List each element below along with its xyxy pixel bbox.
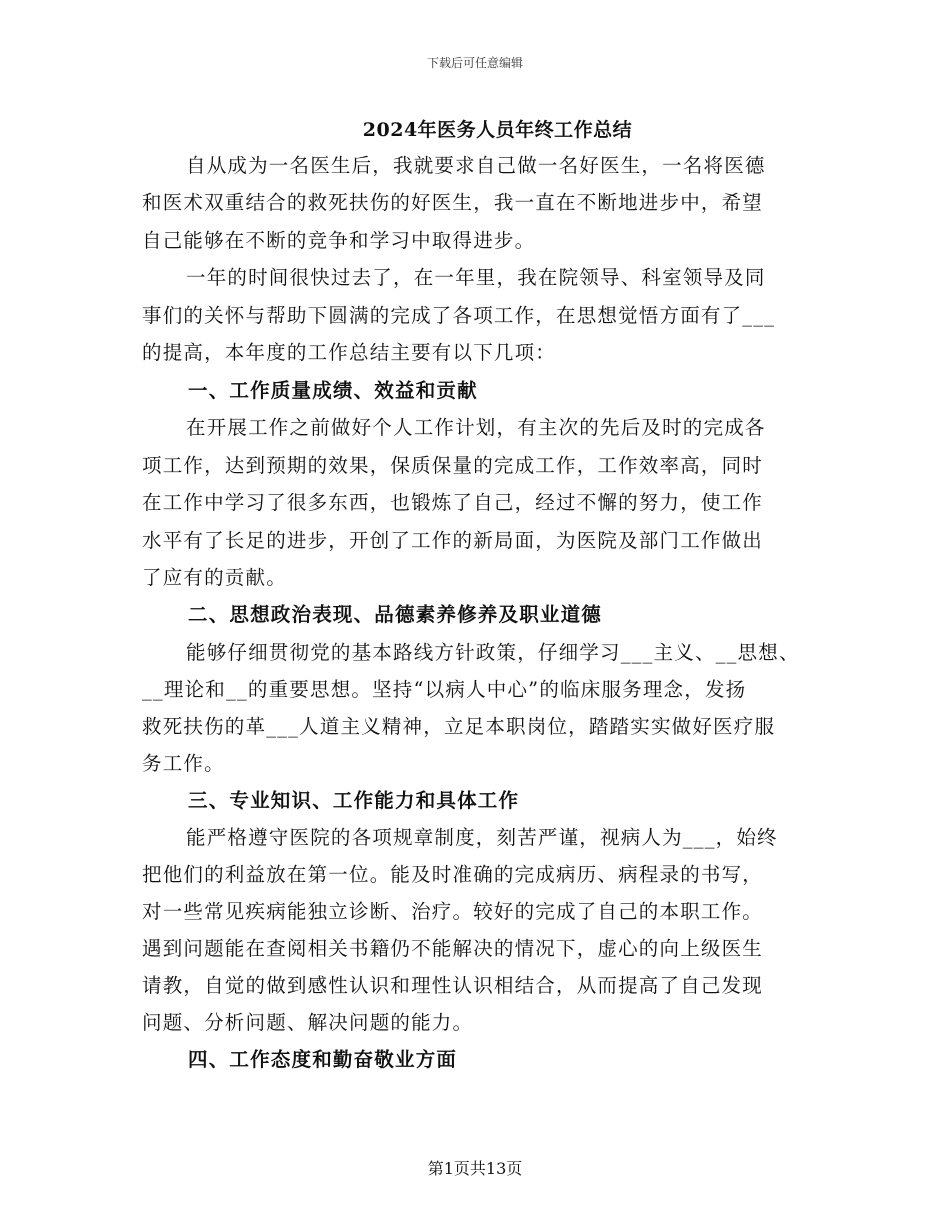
paragraph-line: 了应有的贡献。 xyxy=(142,566,287,589)
paragraph-line: 自从成为一名医生后，我就要求自己做一名好医生，一名将医德 xyxy=(186,154,766,177)
paragraph-line: 水平有了长足的进步，开创了工作的新局面，为医院及部门工作做出 xyxy=(142,529,764,552)
paragraph-line: 一年的时间很快过去了，在一年里，我在院领导、科室领导及同 xyxy=(186,266,766,289)
paragraph-line: __理论和__的重要思想。坚持“以病人中心”的临床服务理念，发扬 xyxy=(142,678,747,701)
paragraph-line: 救死扶伤的革___人道主义精神，立足本职岗位，踏踏实实做好医疗服 xyxy=(142,715,776,738)
section-heading: 一、工作质量成绩、效益和贡献 xyxy=(188,379,478,402)
paragraph-line: 务工作。 xyxy=(142,752,225,775)
paragraph-line: 对一些常见疾病能独立诊断、治疗。较好的完成了自己的本职工作。 xyxy=(142,900,764,923)
paragraph-line: 请教，自觉的做到感性认识和理性认识相结合，从而提高了自己发现 xyxy=(142,974,764,997)
paragraph-line: 在工作中学习了很多东西，也锻炼了自己，经过不懈的努力，使工作 xyxy=(142,491,764,514)
paragraph-line: 项工作，达到预期的效果，保质保量的完成工作，工作效率高，同时 xyxy=(142,454,764,477)
paragraph-line: 能严格遵守医院的各项规章制度，刻苦严谨，视病人为___，始终 xyxy=(186,826,778,849)
document-title: 2024年医务人员年终工作总结 xyxy=(362,119,633,141)
paragraph-line: 在开展工作之前做好个人工作计划，有主次的先后及时的完成各 xyxy=(186,416,766,439)
section-heading: 四、工作态度和勤奋敬业方面 xyxy=(188,1048,458,1071)
paragraph-line: 和医术双重结合的救死扶伤的好医生，我一直在不断地进步中，希望 xyxy=(142,191,764,214)
paragraph-line: 事们的关怀与帮助下圆满的完成了各项工作，在思想觉悟方面有了___ xyxy=(142,304,776,327)
page-header: 下载后可任意编辑 xyxy=(426,56,523,70)
paragraph-line: 问题、分析问题、解决问题的能力。 xyxy=(142,1011,474,1034)
page-number: 第1页共13页 xyxy=(427,1159,523,1178)
paragraph-line: 的提高，本年度的工作总结主要有以下几项： xyxy=(142,341,557,364)
section-heading: 二、思想政治表现、品德素养修养及职业道德 xyxy=(188,603,603,626)
paragraph-line: 能够仔细贯彻党的基本路线方针政策，仔细学习___主义、__思想、 xyxy=(186,641,800,664)
section-heading: 三、专业知识、工作能力和具体工作 xyxy=(188,789,520,812)
paragraph-line: 把他们的利益放在第一位。能及时准确的完成病历、病程录的书写， xyxy=(142,863,764,886)
paragraph-line: 自己能够在不断的竞争和学习中取得进步。 xyxy=(142,229,536,252)
paragraph-line: 遇到问题能在查阅相关书籍仍不能解决的情况下，虚心的向上级医生 xyxy=(142,937,764,960)
